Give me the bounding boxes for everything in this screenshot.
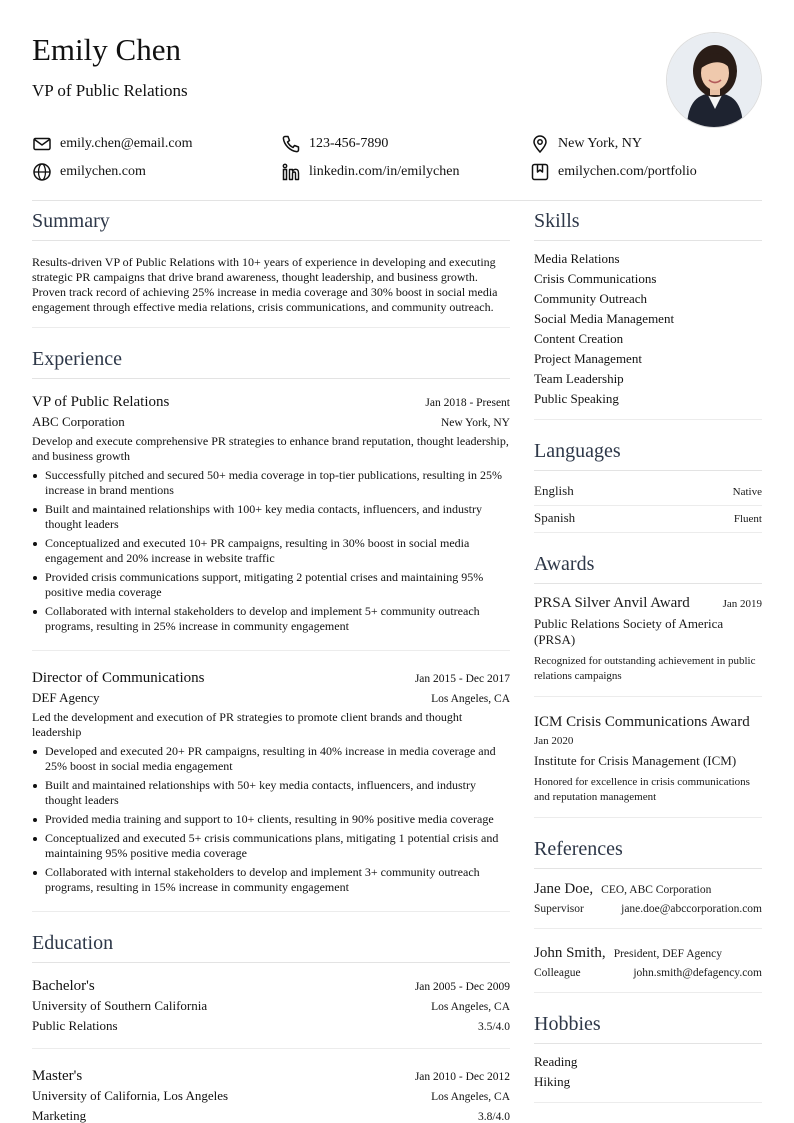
skill-item: Community Outreach [534,291,648,306]
experience-entry [32,663,510,912]
candidate-title: VP of Public Relations [32,81,188,100]
hobby-item: Hiking [534,1074,571,1089]
languages-section [534,438,762,533]
summary-text: Results-driven VP of Public Relations with 10+ years of experience in developing and executing strategic PR campaigns that drive brand awareness, thought leadership, and business growth. Proven track record of achieving 25% increase in media coverage and 30% boost in social media engagement through effective media relations, crisis communications, and community outreach. [32,249,510,328]
hobbies-section [534,1011,762,1103]
profile-photo [667,33,762,128]
contact-email[interactable] [32,134,281,154]
skill-item: Team Leadership [534,371,624,386]
awards-section [534,551,762,818]
education-entry [32,1061,510,1123]
degree: Bachelor's [32,978,95,994]
references-heading: References [534,836,762,869]
school-location: Los Angeles, CA [431,1001,510,1013]
linkedin-icon [281,162,301,182]
contact-portfolio[interactable] [530,162,762,182]
education-heading: Education [32,930,510,963]
award-date: Jan 2019 [722,598,762,610]
achievement-item: Successfully pitched and secured 50+ media coverage in top-tier publications, resulting in 25% increase in brand mentions [32,468,510,498]
experience-section [32,346,510,912]
reference-item [534,941,762,993]
award-description: Honored for excellence in crisis communications and reputation management [534,776,750,803]
awards-heading: Awards [534,551,762,584]
contact-website[interactable] [32,162,281,182]
job-company: DEF Agency [32,690,100,705]
skill-item: Public Speaking [534,391,619,406]
job-dates: Jan 2018 - Present [425,397,510,409]
skill-item: Media Relations [534,251,620,266]
hobbies-list [534,1052,762,1103]
language-name: English [534,483,574,498]
reference-name: John Smith, [534,945,606,961]
award-organization: Institute for Crisis Management (ICM) [534,753,737,768]
summary-section [32,208,510,328]
reference-email[interactable]: jane.doe@abccorporation.com [621,903,762,915]
side-column [534,208,762,1121]
candidate-name: Emily Chen [32,32,181,67]
phone-icon [281,134,301,154]
language-level: Native [732,486,762,498]
field-of-study: Public Relations [32,1018,118,1033]
award-item [534,711,762,818]
skills-section [534,208,762,420]
reference-email[interactable]: john.smith@defagency.com [633,967,762,979]
skill-item: Content Creation [534,331,624,346]
main-column [32,208,510,1123]
job-location: New York, NY [440,417,510,429]
languages-heading: Languages [534,438,762,471]
achievement-item: Conceptualized and executed 5+ crisis communications plans, mitigating 1 potential crisis and maintaining 95% positive media coverage [32,831,510,861]
degree: Master's [32,1068,83,1084]
job-title: VP of Public Relations [32,394,170,410]
header-divider [32,200,762,201]
summary-heading: Summary [32,208,510,241]
achievement-item: Conceptualized and executed 10+ PR campaigns, resulting in 30% boost in social media engagement and 20% increase in website traffic [32,536,510,566]
school-location: Los Angeles, CA [431,1091,510,1103]
contact-location-text: New York, NY [558,136,643,151]
education-entry [32,971,510,1049]
gpa: 3.5/4.0 [478,1021,510,1033]
contact-portfolio-text: emilychen.com/portfolio [558,164,697,179]
skill-item: Social Media Management [534,311,675,326]
contact-phone[interactable] [281,134,530,154]
language-name: Spanish [534,510,576,525]
award-description: Recognized for outstanding achievement in public relations campaigns [534,655,756,682]
contact-email-text: emily.chen@email.com [60,136,193,151]
language-item [534,506,762,533]
job-description: Develop and execute comprehensive PR strategies to enhance brand reputation, thought leadership, and business growth [32,434,509,463]
bookmark-icon [530,162,550,182]
education-section [32,930,510,1123]
job-description: Led the development and execution of PR strategies to promote client brands and thought leadership [32,710,463,739]
contact-info [32,134,762,182]
location-pin-icon [530,134,550,154]
achievement-item: Built and maintained relationships with 50+ key media contacts, influencers, and industry thought leaders [32,778,510,808]
skill-item: Project Management [534,351,642,366]
contact-location [530,134,762,154]
skills-heading: Skills [534,208,762,241]
skills-list [534,249,762,420]
job-title: Director of Communications [32,670,205,686]
hobbies-heading: Hobbies [534,1011,762,1044]
achievement-item: Collaborated with internal stakeholders to develop and implement 5+ community outreach programs, resulting in 25% increase in community engagement [32,604,510,634]
award-organization: Public Relations Society of America (PRSA) [534,616,724,647]
award-date: Jan 2020 [534,735,574,747]
resume-header [32,32,762,128]
field-of-study: Marketing [32,1108,87,1123]
references-section [534,836,762,993]
achievement-item: Built and maintained relationships with 100+ key media contacts, influencers, and industry thought leaders [32,502,510,532]
globe-icon [32,162,52,182]
language-level: Fluent [733,513,762,525]
achievement-item: Provided crisis communications support, mitigating 2 potential crises and maintaining 95% positive media coverage [32,570,510,600]
job-achievements [32,468,510,634]
reference-relation: Colleague [534,967,581,979]
contact-linkedin-text: linkedin.com/in/emilychen [309,164,460,179]
skill-item: Crisis Communications [534,271,657,286]
reference-relation: Supervisor [534,903,584,915]
job-achievements [32,744,510,895]
reference-item [534,877,762,929]
reference-name: Jane Doe, [534,881,594,897]
school: University of California, Los Angeles [32,1088,229,1103]
mail-icon [32,134,52,154]
job-dates: Jan 2015 - Dec 2017 [414,673,510,685]
experience-heading: Experience [32,346,510,379]
avatar [666,32,762,128]
experience-entry [32,387,510,651]
reference-position: CEO, ABC Corporation [601,884,712,896]
achievement-item: Developed and executed 20+ PR campaigns, resulting in 40% increase in media coverage and 25% boost in social media engagement [32,744,510,774]
language-item [534,479,762,506]
award-item [534,592,762,697]
gpa: 3.8/4.0 [478,1111,510,1123]
education-dates: Jan 2010 - Dec 2012 [414,1071,510,1083]
award-title: ICM Crisis Communications Award [534,714,750,730]
reference-position: President, DEF Agency [613,948,722,960]
achievement-item: Provided media training and support to 10+ clients, resulting in 90% positive media coverage [32,812,510,827]
contact-phone-text: 123-456-7890 [309,136,389,151]
job-location: Los Angeles, CA [431,693,510,705]
contact-linkedin[interactable] [281,162,530,182]
job-company: ABC Corporation [32,414,125,429]
achievement-item: Collaborated with internal stakeholders to develop and implement 3+ community outreach programs, resulting in 15% increase in community engagement [32,865,510,895]
education-dates: Jan 2005 - Dec 2009 [414,981,510,993]
school: University of Southern California [32,998,208,1013]
award-title: PRSA Silver Anvil Award [534,595,690,611]
contact-website-text: emilychen.com [60,164,146,179]
hobby-item: Reading [534,1054,578,1069]
